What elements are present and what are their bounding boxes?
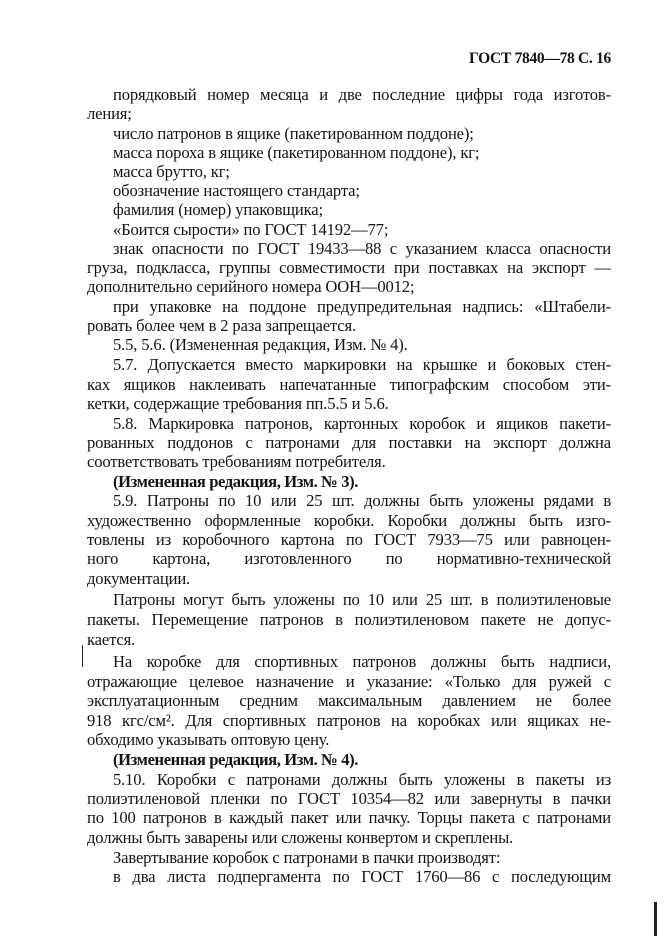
text-line: фамилия (номер) упаковщика; bbox=[113, 200, 323, 219]
text-line: число патронов в ящике (пакетированном поддоне); bbox=[113, 124, 474, 143]
text-line: 5.9. Патроны по 10 или 25 шт. должны быть уложены рядами в bbox=[113, 491, 611, 510]
text-line: знак опасности по ГОСТ 19433—88 с указанием класса опасности bbox=[113, 239, 611, 258]
margin-mark bbox=[82, 645, 83, 667]
text-line: дополнительно серийного номера ООН—0012; bbox=[87, 277, 415, 296]
text-line: документации. bbox=[87, 569, 191, 588]
text-line: «Боится сырости» по ГОСТ 14192—77; bbox=[113, 220, 389, 239]
text-line: должны быть заварены или сложены конвертом и скреплены. bbox=[87, 828, 514, 847]
text-line: Патроны могут быть уложены по 10 или 25 шт. в полиэтиленовые bbox=[113, 590, 611, 609]
text-line: ках ящиков наклеивать напечатанные типографским способом эти- bbox=[87, 375, 611, 394]
text-line: отражающие целевое назначение и указание: «Только для ружей с bbox=[87, 672, 611, 691]
text-line: соответствовать требованиям потребителя. bbox=[87, 452, 386, 471]
text-line: ления; bbox=[87, 104, 132, 123]
text-line: обходимо указывать оптовую цену. bbox=[87, 730, 330, 749]
text-line: порядковый номер месяца и две последние цифры года изготов- bbox=[113, 85, 611, 104]
text-line: 5.5, 5.6. (Измененная редакция, Изм. № 4). bbox=[113, 335, 408, 354]
text-line: полиэтиленовой пленки по ГОСТ 10354—82 или завернуты в пачки bbox=[87, 789, 611, 808]
text-line: масса брутто, кг; bbox=[113, 162, 230, 181]
text-line: по 100 патронов в каждый пакет или пачку. Торцы пакета с патронами bbox=[87, 808, 611, 827]
text-line: в два листа подпергамента по ГОСТ 1760—86 с последующим bbox=[113, 867, 611, 886]
text-line: масса пороха в ящике (пакетированном поддоне), кг; bbox=[113, 143, 480, 162]
text-line: Завертывание коробок с патронами в пачки производят: bbox=[113, 848, 501, 867]
text-line: кетки, содержащие требования пп.5.5 и 5.6. bbox=[87, 394, 389, 413]
text-line: эксплуатационным средним максимальным давлением не более bbox=[87, 691, 611, 710]
text-line: обозначение настоящего стандарта; bbox=[113, 181, 360, 200]
text-line: рованных поддонов с патронами для поставки на экспорт должна bbox=[87, 433, 611, 452]
text-line: 5.8. Маркировка патронов, картонных коробок и ящиков пакети- bbox=[113, 414, 611, 433]
text-line: ровать более чем в 2 раза запрещается. bbox=[87, 316, 356, 335]
margin-bracket bbox=[654, 902, 657, 936]
text-line: 5.7. Допускается вместо маркировки на крышке и боковых стен- bbox=[113, 355, 611, 374]
text-line: 918 кгс/см². Для спортивных патронов на коробках или ящиках не- bbox=[87, 711, 611, 730]
text-line: товлены из коробочного картона по ГОСТ 7933—75 или равноцен- bbox=[87, 530, 611, 549]
text-line: 5.10. Коробки с патронами должны быть уложены в пакеты из bbox=[113, 770, 611, 789]
text-line: кается. bbox=[87, 630, 136, 649]
text-line: ного картона, изготовленного по нормативно-технической bbox=[87, 549, 611, 568]
text-line: художественно оформленные коробки. Коробки должны быть изго- bbox=[87, 511, 611, 530]
page-header: ГОСТ 7840—78 С. 16 bbox=[468, 50, 611, 67]
text-line: пакеты. Перемещение патронов в полиэтиленовом пакете не допус- bbox=[87, 610, 611, 629]
amendment-note: (Измененная редакция, Изм. № 4). bbox=[113, 750, 358, 769]
amendment-note: (Измененная редакция, Изм. № 3). bbox=[113, 472, 358, 491]
text-line: груза, подкласса, группы совместимости при поставках на экспорт — bbox=[87, 258, 611, 277]
text-line: На коробке для спортивных патронов должны быть надписи, bbox=[113, 652, 611, 671]
text-line: при упаковке на поддоне предупредительная надпись: «Штабели- bbox=[113, 297, 611, 316]
